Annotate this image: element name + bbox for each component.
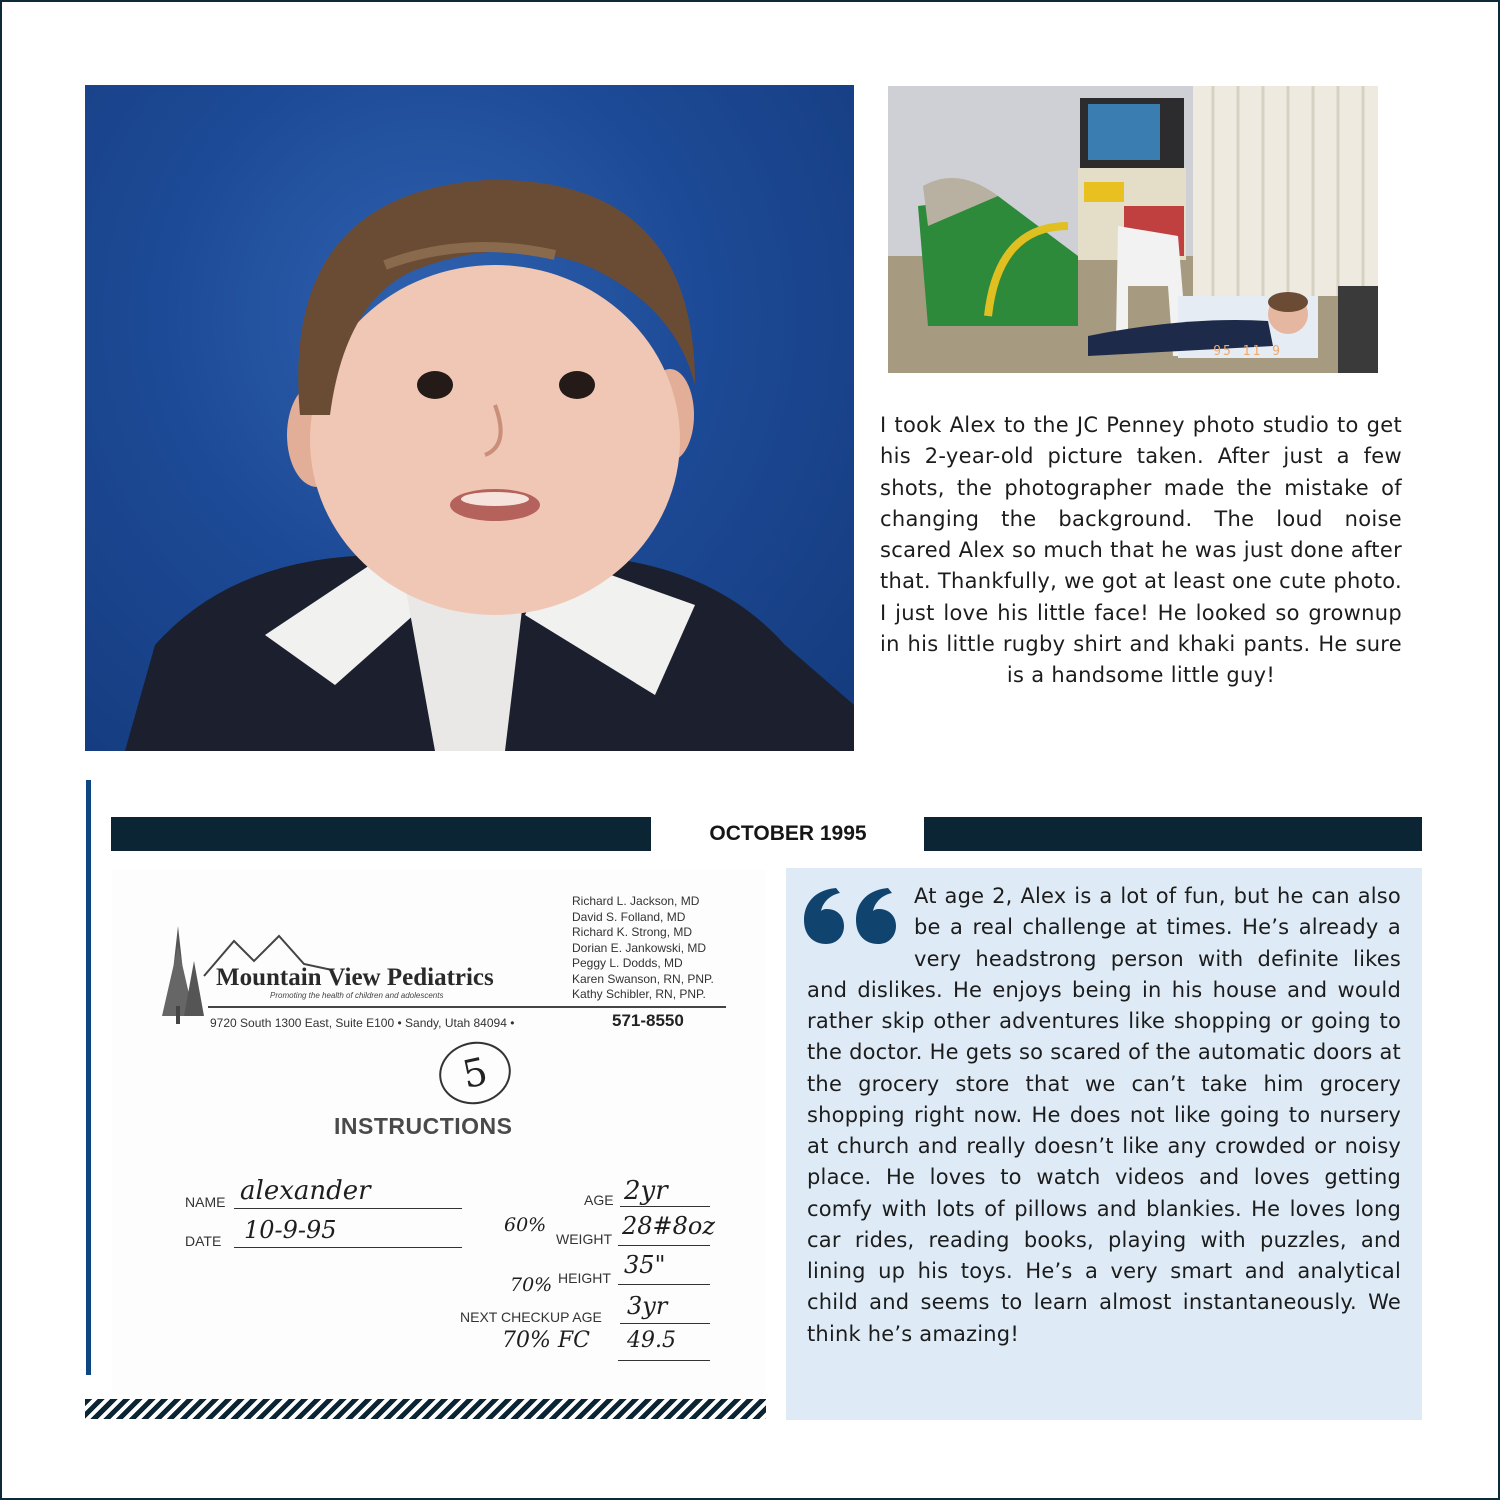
date-label: DATE — [185, 1233, 222, 1249]
doctor-entry: Richard K. Strong, MD — [572, 925, 693, 939]
portrait-illustration — [85, 85, 854, 751]
handwritten-height-note: 70% — [510, 1274, 553, 1296]
portrait-photo — [85, 85, 854, 751]
weight-line — [618, 1245, 710, 1246]
circled-number: 5 — [433, 1035, 516, 1111]
handwritten-age: 2yr — [624, 1176, 668, 1206]
banner-bar-left — [111, 817, 651, 851]
handwritten-next-checkup: 3yr — [627, 1292, 668, 1320]
handwritten-weight-note: 60% — [504, 1214, 547, 1236]
handwritten-date: 10-9-95 — [244, 1216, 337, 1244]
doctor-entry: Kathy Schibler, RN, PNP. — [572, 987, 706, 1001]
accent-line — [86, 780, 91, 1375]
clinic-divider — [208, 1006, 726, 1008]
handwritten-weight: 28#8oz — [622, 1212, 716, 1240]
name-label: NAME — [185, 1194, 226, 1210]
age-line — [620, 1206, 710, 1207]
fc-line — [618, 1360, 710, 1361]
photo-date-stamp: 95 11 9 — [1213, 344, 1282, 359]
photo-caption: I took Alex to the JC Penney photo studio to get his 2-year-old picture taken. After just a few shots, the photographer made the mistake of changing the background. The loud noise scared Alex so much that he was just done after that. Thankfully, we got at least one cute photo. I just love his little face! He looked so grownup in his little rugby shirt and khaki pants. He sure is a handsome little guy! — [880, 413, 1402, 688]
playroom-photo — [888, 86, 1378, 373]
date-line — [234, 1247, 462, 1248]
hatch-stripe — [85, 1399, 766, 1419]
handwritten-name: alexander — [240, 1176, 371, 1206]
instructions-title: INSTRUCTIONS — [334, 1113, 513, 1139]
clinic-name: Mountain View Pediatrics — [216, 964, 494, 991]
doctor-list — [572, 894, 714, 1003]
playroom-illustration — [888, 86, 1378, 373]
next-checkup-label: NEXT CHECKUP AGE — [460, 1309, 602, 1325]
doctor-entry: Dorian E. Jankowski, MD — [572, 940, 707, 955]
doctor-entry: Karen Swanson, RN, PNP. — [572, 971, 714, 986]
banner-bar-right — [924, 817, 1422, 851]
quote-box — [786, 868, 1422, 1420]
weight-label: WEIGHT — [556, 1231, 612, 1247]
clinic-phone: 571-8550 — [612, 1011, 684, 1030]
clinic-tagline: Promoting the health of children and adolescents — [270, 991, 444, 1000]
doctor-entry: Peggy L. Dodds, MD — [572, 956, 683, 970]
handwritten-fc-note: 70% FC — [502, 1328, 590, 1353]
quote-paragraph — [807, 881, 1401, 1350]
pediatrics-instruction-card — [112, 870, 766, 1395]
height-line — [618, 1284, 710, 1285]
handwritten-fc-value: 49.5 — [627, 1328, 676, 1353]
age-label: AGE — [584, 1192, 614, 1208]
name-line — [234, 1208, 462, 1209]
quote-text: At age 2, Alex is a lot of fun, but he can also be a real challenge at times. He’s already a very headstrong person with definite likes and dislikes. He enjoys being in his house and would rather skip other adventures like shopping or going to the doctor. He gets so scared of the automatic doors at the grocery store that we can’t take him grocery shopping right now. He does not like going to nursery at church and really doesn’t like any crowded or noisy place. He loves to watch videos and loves getting comfy with lots of pillows and blankies. He loves long car rides, reading books, playing with puzzles, and lining up his toys. He’s a very smart and analytical child and seems to learn almost instantaneously. We think he’s amazing! — [807, 884, 1401, 1346]
date-banner: OCTOBER 1995 — [709, 822, 867, 845]
next-checkup-line — [620, 1323, 710, 1324]
doctor-entry: Richard L. Jackson, MD — [572, 894, 700, 908]
clinic-address: 9720 South 1300 East, Suite E100 • Sandy, Utah 84094 • — [210, 1016, 515, 1030]
height-label: HEIGHT — [558, 1270, 611, 1286]
doctor-entry: David S. Folland, MD — [572, 909, 686, 924]
handwritten-height: 35" — [624, 1251, 666, 1279]
